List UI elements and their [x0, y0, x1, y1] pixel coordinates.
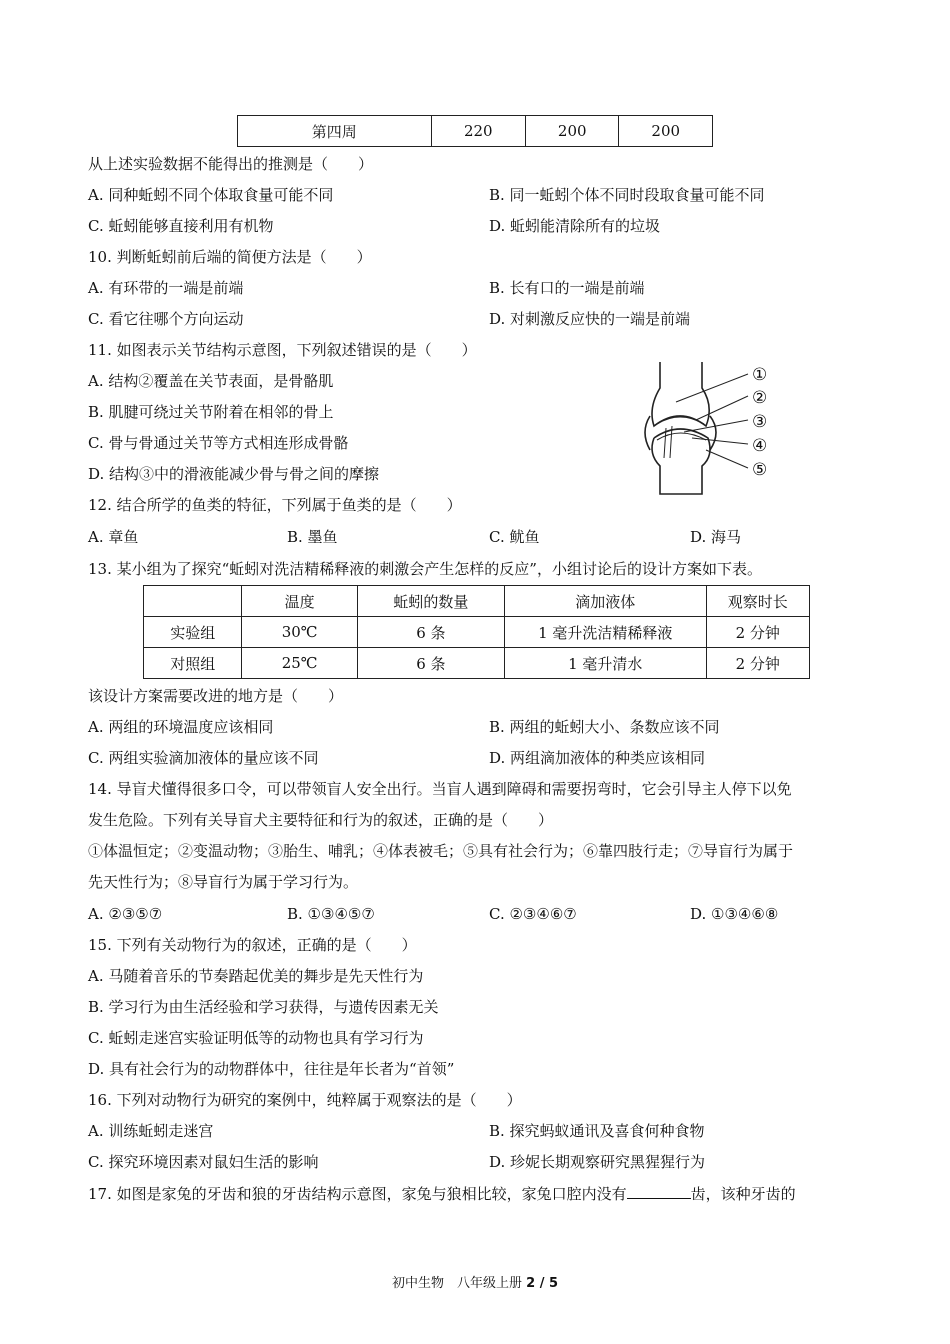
figure-label-5: ⑤	[752, 460, 768, 480]
q12-option-a[interactable]: A. 章鱼	[88, 528, 139, 546]
q14-option-b[interactable]: B. ①③④⑤⑦	[287, 905, 375, 923]
table-header-row	[144, 586, 810, 617]
table-cell: 1 毫升洗洁精稀释液	[504, 617, 706, 648]
q16-stem: 16. 下列对动物行为研究的案例中，纯粹属于观察法的是（ ）	[88, 1091, 522, 1109]
q15-option-a[interactable]: A. 马随着音乐的节奏踏起优美的舞步是先天性行为	[88, 967, 424, 985]
table-cell: 25℃	[242, 648, 357, 679]
q14-line3: ①体温恒定；②变温动物；③胎生、哺乳；④体表被毛；⑤具有社会行为；⑥靠四肢行走；⑦导盲行为属于	[88, 842, 794, 860]
q12-option-c[interactable]: C. 鱿鱼	[489, 528, 540, 546]
q10-option-d[interactable]: D. 对刺激反应快的一端是前端	[489, 310, 691, 328]
q15-option-c[interactable]: C. 蚯蚓走迷宫实验证明低等的动物也具有学习行为	[88, 1029, 424, 1047]
table-cell: 6 条	[357, 648, 504, 679]
q14-option-c[interactable]: C. ②③④⑥⑦	[489, 905, 577, 923]
q17-stem	[88, 1184, 796, 1204]
figure-label-2: ②	[752, 388, 768, 408]
q9-stem: 从上述实验数据不能得出的推测是（ ）	[88, 155, 374, 173]
q14-option-a[interactable]: A. ②③⑤⑦	[88, 905, 163, 923]
q13-stem2: 该设计方案需要改进的地方是（ ）	[88, 687, 344, 705]
q12-stem: 12. 结合所学的鱼类的特征，下列属于鱼类的是（ ）	[88, 496, 462, 514]
q15-option-b[interactable]: B. 学习行为由生活经验和学习获得，与遗传因素无关	[88, 998, 439, 1016]
table-header-cell: 滴加液体	[504, 586, 706, 617]
q16-option-c[interactable]: C. 探究环境因素对鼠妇生活的影响	[88, 1153, 319, 1171]
table-cell: 第四周	[238, 116, 432, 147]
q13-stem: 13. 某小组为了探究“蚯蚓对洗洁精稀释液的刺激会产生怎样的反应”，小组讨论后的设计方案如下表。	[88, 560, 762, 578]
table-cell: 200	[526, 116, 619, 147]
q13-option-b[interactable]: B. 两组的蚯蚓大小、条数应该不同	[489, 718, 720, 736]
q10-option-b[interactable]: B. 长有口的一端是前端	[489, 279, 645, 297]
q12-option-d[interactable]: D. 海马	[690, 528, 742, 546]
table-cell: 200	[619, 116, 713, 147]
table-row	[144, 648, 810, 679]
q17-answer-blank[interactable]	[627, 1184, 691, 1199]
q10-option-a[interactable]: A. 有环带的一端是前端	[88, 279, 244, 297]
q11-option-a[interactable]: A. 结构②覆盖在关节表面，是骨骼肌	[88, 372, 334, 390]
table-header-cell: 温度	[242, 586, 357, 617]
q9-option-c[interactable]: C. 蚯蚓能够直接利用有机物	[88, 217, 274, 235]
q14-line2: 发生危险。下列有关导盲犬主要特征和行为的叙述，正确的是（ ）	[88, 811, 554, 829]
q16-option-b[interactable]: B. 探究蚂蚁通讯及喜食何种食物	[489, 1122, 705, 1140]
q9-option-b[interactable]: B. 同一蚯蚓个体不同时段取食量可能不同	[489, 186, 765, 204]
table-cell: 实验组	[144, 617, 242, 648]
figure-label-3: ③	[752, 412, 768, 432]
experiment-design-table	[143, 585, 810, 679]
weekly-intake-table	[237, 115, 713, 147]
table-cell: 对照组	[144, 648, 242, 679]
q11-option-d[interactable]: D. 结构③中的滑液能减少骨与骨之间的摩擦	[88, 465, 380, 483]
page-footer	[0, 1272, 950, 1291]
page-number: 2 / 5	[526, 1276, 559, 1291]
table-cell: 2 分钟	[706, 617, 809, 648]
table-header-cell: 观察时长	[706, 586, 809, 617]
q12-option-b[interactable]: B. 墨鱼	[287, 528, 338, 546]
table-cell: 30℃	[242, 617, 357, 648]
q10-option-c[interactable]: C. 看它往哪个方向运动	[88, 310, 244, 328]
table-cell: 1 毫升清水	[504, 648, 706, 679]
footer-subject: 初中生物 八年级上册	[391, 1276, 527, 1291]
q16-option-d[interactable]: D. 珍妮长期观察研究黑猩猩行为	[489, 1153, 706, 1171]
q13-option-c[interactable]: C. 两组实验滴加液体的量应该不同	[88, 749, 319, 767]
q11-stem: 11. 如图表示关节结构示意图，下列叙述错误的是（ ）	[88, 341, 477, 359]
q11-option-b[interactable]: B. 肌腱可绕过关节附着在相邻的骨上	[88, 403, 334, 421]
q15-option-d[interactable]: D. 具有社会行为的动物群体中，往往是年长者为“首领”	[88, 1060, 455, 1078]
q14-line1: 14. 导盲犬懂得很多口令，可以带领盲人安全出行。当盲人遇到障碍和需要拐弯时，它会引导主人停下以免	[88, 780, 792, 798]
q14-line4: 先天性行为；⑧导盲行为属于学习行为。	[88, 873, 359, 891]
joint-structure-diagram	[640, 358, 780, 498]
table-cell: 220	[431, 116, 525, 147]
q9-option-d[interactable]: D. 蚯蚓能清除所有的垃圾	[489, 217, 661, 235]
q13-option-a[interactable]: A. 两组的环境温度应该相同	[88, 718, 274, 736]
table-cell: 6 条	[357, 617, 504, 648]
figure-label-1: ①	[752, 365, 768, 385]
q9-option-a[interactable]: A. 同种蚯蚓不同个体取食量可能不同	[88, 186, 334, 204]
table-header-cell: 蚯蚓的数量	[357, 586, 504, 617]
table-cell: 2 分钟	[706, 648, 809, 679]
figure-label-4: ④	[752, 436, 768, 456]
q11-option-c[interactable]: C. 骨与骨通过关节等方式相连形成骨骼	[88, 434, 349, 452]
q14-option-d[interactable]: D. ①③④⑥⑧	[690, 905, 779, 923]
q13-option-d[interactable]: D. 两组滴加液体的种类应该相同	[489, 749, 706, 767]
q10-stem: 10. 判断蚯蚓前后端的简便方法是（ ）	[88, 248, 372, 266]
q17-stem-part2: 齿，该种牙齿的	[690, 1185, 796, 1203]
q17-stem-part1: 17. 如图是家兔的牙齿和狼的牙齿结构示意图，家兔与狼相比较，家兔口腔内没有	[88, 1185, 627, 1203]
table-header-cell	[144, 586, 242, 617]
q15-stem: 15. 下列有关动物行为的叙述，正确的是（ ）	[88, 936, 417, 954]
table-row	[144, 617, 810, 648]
table-row	[238, 116, 713, 147]
q16-option-a[interactable]: A. 训练蚯蚓走迷宫	[88, 1122, 214, 1140]
